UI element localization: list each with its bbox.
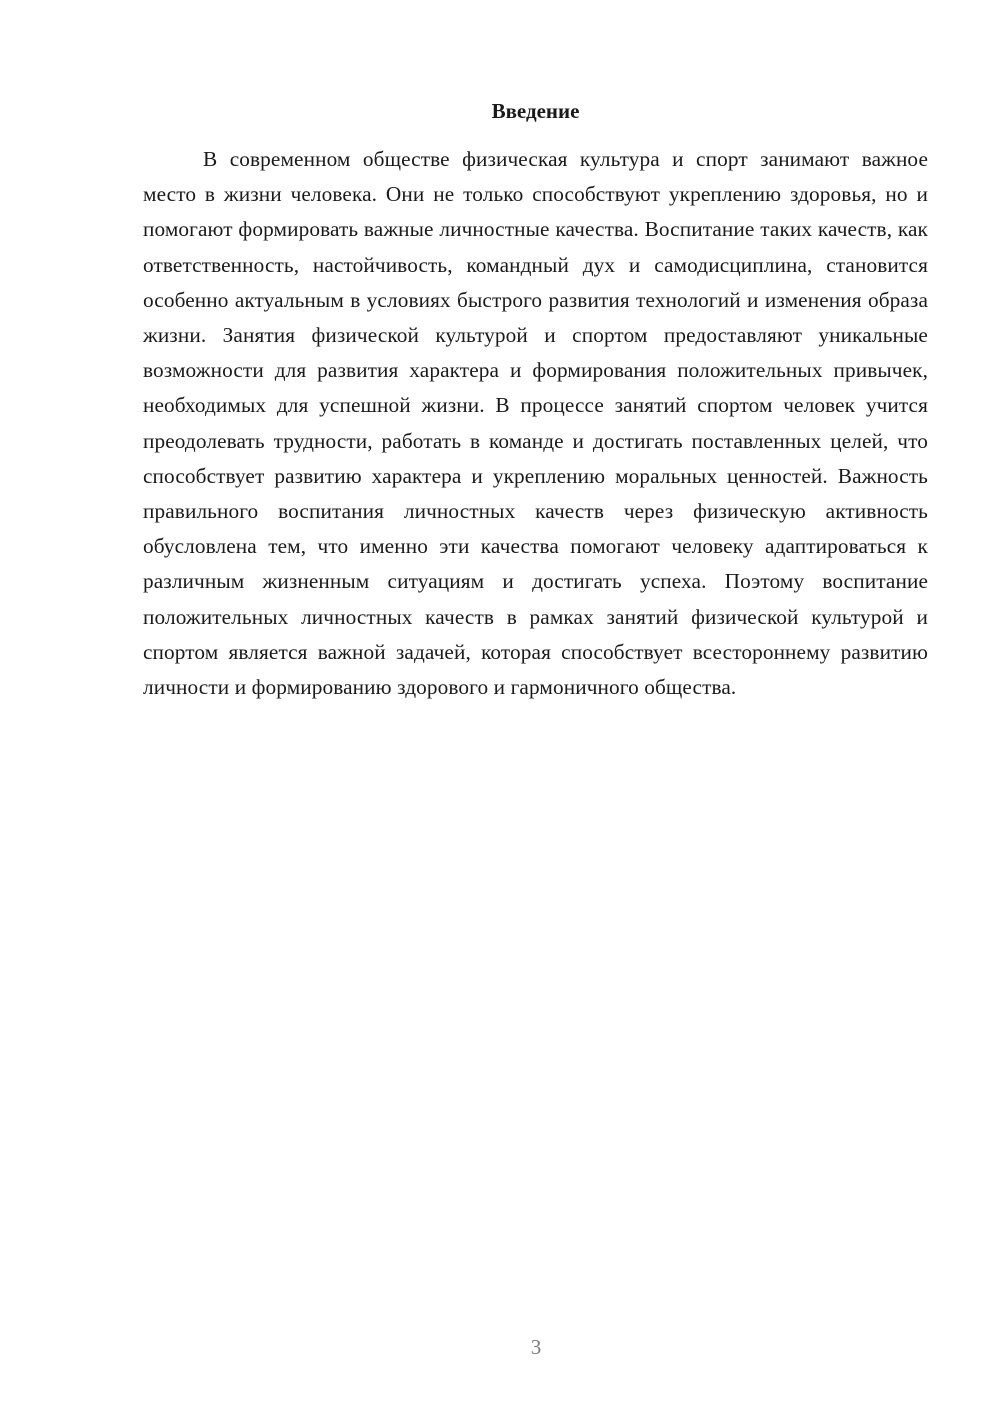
body-paragraph: В современном обществе физическая культура и спорт занимают важное место в жизни человека. Они не только способствуют укреплению здоровья, но и помогают формировать важные личностные качества. Воспитание таких качеств, как ответственность, настойчивость, командный дух и самодисциплина, становится особенно актуальным в условиях быстрого развития технологий и изменения образа жизни. Занятия физической культурой и спортом предоставляют уникальные возможности для развития характера и формирования положительных привычек, необходимых для успешной жизни. В процессе занятий спортом человек учится преодолевать трудности, работать в команде и достигать поставленных целей, что способствует развитию характера и укреплению моральных ценностей. Важность правильного воспитания личностных качеств через физическую активность обусловлена тем, что именно эти качества помогают человеку адаптироваться к различным жизненным ситуациям и достигать успеха. Поэтому воспитание положительных личностных качеств в рамках занятий физической культурой и спортом является важной задачей, которая способствует всестороннему развитию личности и формированию здорового и гармоничного общества. <box>143 147 928 700</box>
page-number: 3 <box>530 1335 542 1359</box>
section-title: Введение <box>491 99 580 123</box>
